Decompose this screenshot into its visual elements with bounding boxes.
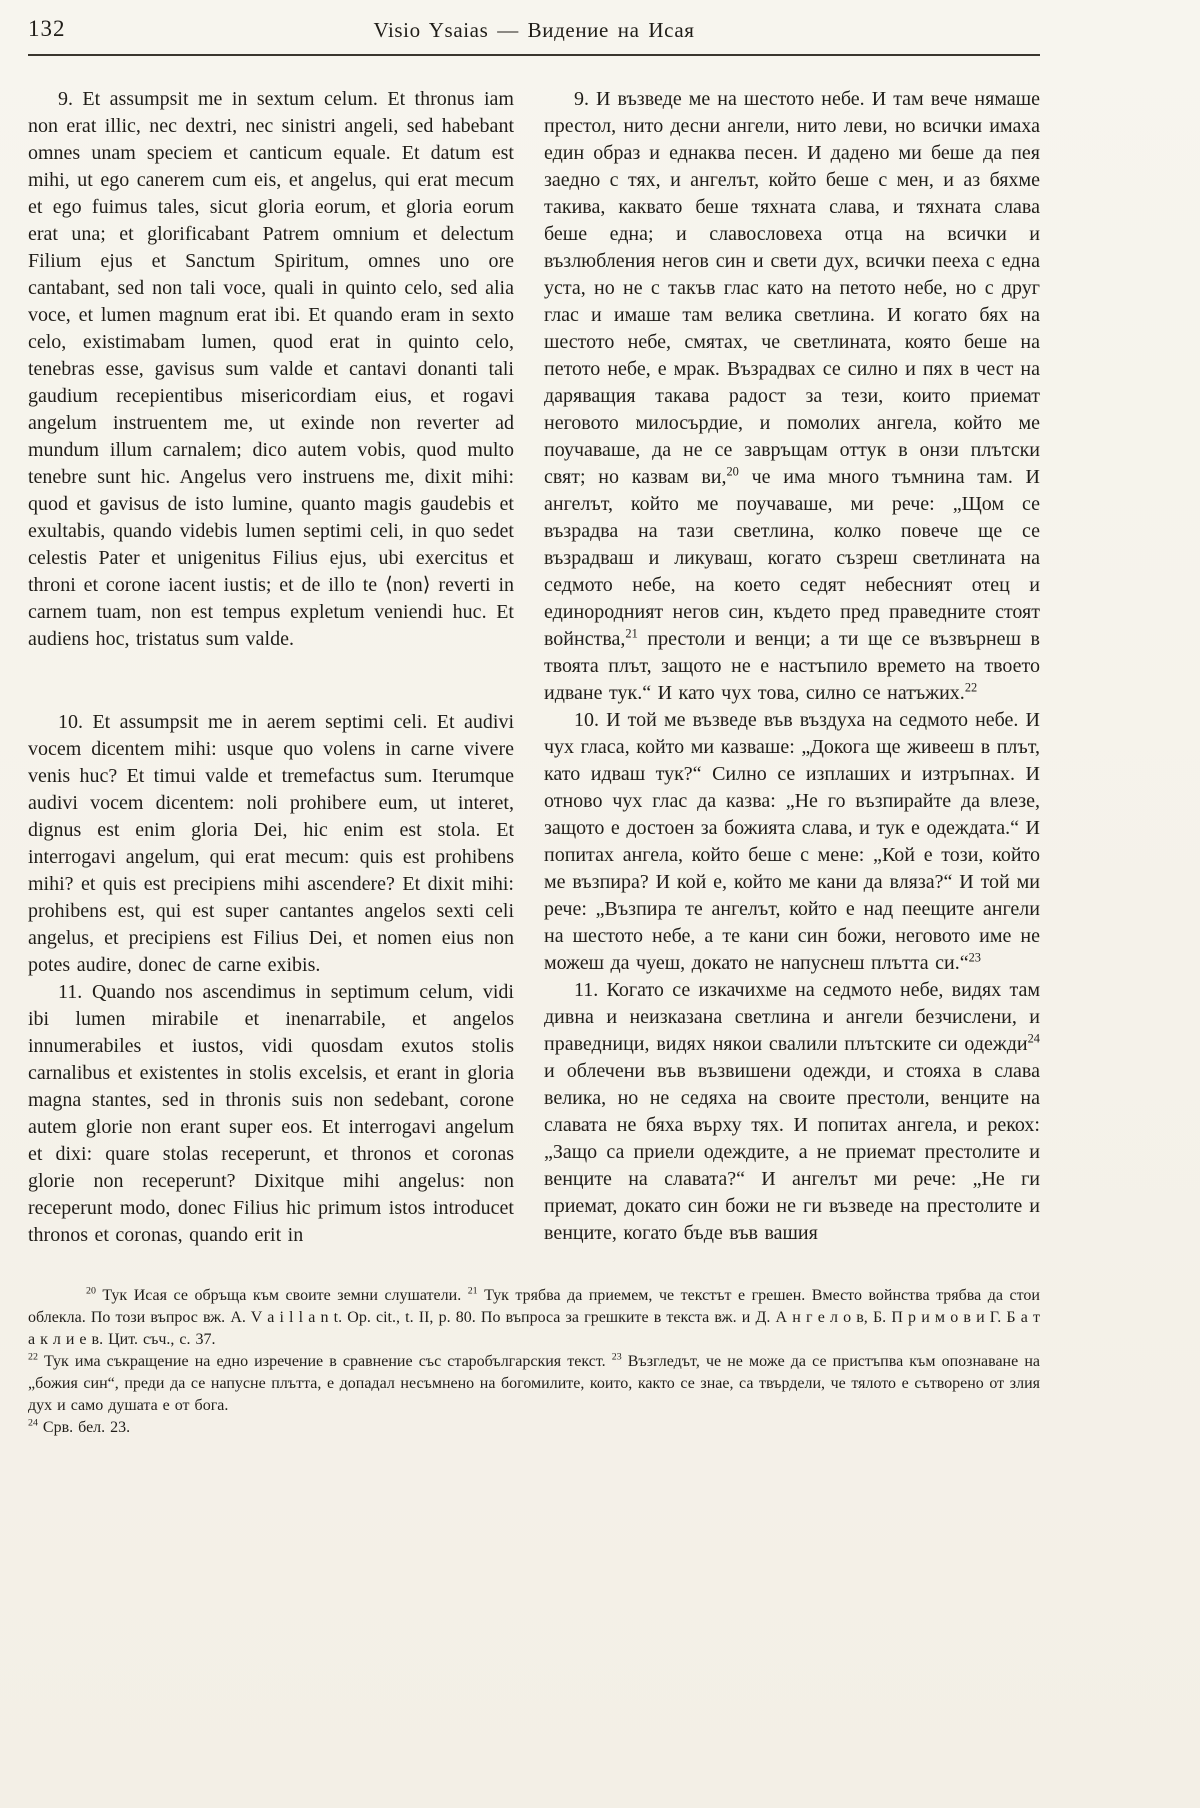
bulgarian-paragraph-9: 9. И възведе ме на шестото небе. И там вече нямаше престол, нито десни ангели, нито леви, но всички имаха един образ и еднаква песен. И дадено ми беше да пея заедно с тях, и ангелът, който беше с мен, и аз бяхме такива, каквато беше тяхната слава, и тяхната слава беше една; и славословеха отца на всички и възлюбления негов син и свети дух, всички пееха с една уста, но не с такъв глас като на петото небе, но с друг глас и имаше там велика светлина. И когато бях на шестото небе, смятах, че светлината, която беше на петото небе, е мрак. Възрадвах се силно и пях в чест на даряващия такава радост за тези, които приемат неговото милосърдие, и помолих ангела, който ме поучаваше, да не се завръщам оттук в онзи плътски свят; но казвам ви,$^{20}$ че има много тъмнина там. И ангелът, който ме поучаваше, ми рече: „Щом се възрадва на тази светлина, колко повече ще се възрадваш и ликуваш, когато съзреш светлината на седмото небе, на което седят небесният отец и единородният негов син, където пред праведните стоят войнства,$^{21}$ престоли и венци; а ти ще се възвърнеш в твоята плът, защото не е настъпило времето на твоето идване тук.“ И като чух това, силно се натъжих.$^{22}$ <box>544 88 1040 704</box>
footnotes-section <box>28 1285 1040 1439</box>
latin-paragraph-11: 11. Quando nos ascendimus in septimum celum, vidi ibi lumen mirabile et inenarrabile, et angelos innumerabiles et iustos, vidi quosdam exutos stolis carnalibus et existentes in stolis excelsis, et erant in gloria magna stantes, sed in thronis suis non sedebant, corone autem glorie non erant super eos. Et interrogavi angelum et dixi: quare stolas receperunt, et thronos et coronas glorie non receperunt? Dixitque mihi angelus: non receperunt modo, donec Filius hic primum istos introducet thronos et coronas, quando erit in <box>28 981 514 1246</box>
page-title: Visio Ysaias — Видение на Исая <box>373 18 695 42</box>
footnote-marker: 23 <box>968 950 981 965</box>
header-rule <box>28 54 1040 56</box>
footnote-marker: 21 <box>467 1285 478 1297</box>
footnote-marker: 24 <box>28 1417 38 1429</box>
latin-paragraph-9: 9. Et assumpsit me in sextum celum. Et thronus iam non erat illic, nec dextri, nec sinistri angeli, sed habebant omnes unam speciem et canticum equale. Et datum est mihi, ut ego canerem cum eis, et angelus, qui erat mecum et ego fuimus tales, sicut gloria eorum, et gloria eorum erat una; et glorificabant Patrem omnium et delectum Filium ejus et Sanctum Spiritum, omnes uno ore cantabant, sed non tali voce, quali in quinto celo, sed alia voce, et lumen magnum erat ibi. Et quando eram in sexto celo, existimabam lumen, quod erat in quinto celo, tenebras esse, gavisus sum valde et cantavi donanti tali gaudium recepientibus misericordiam eius, et rogavi angelum instruentem me, ut exinde non reverter ad mundum illum carnalem; dico autem vobis, quod multo tenebre sunt hic. Angelus vero instruens me, dixit mihi: quod et gavisus de isto lumine, quanto magis gaudebis et exultabis, quando videbis lumen septimi celi, in quo sedet celestis Pater et unigenitus Filius ejus, ubi exercitus et throni et corone iacent iustis; et de illo te ⟨non⟩ reverti in carnem tuam, non est tempus expletum veniendi huc. Et audiens hoc, tristatus sum valde. <box>28 88 514 650</box>
latin-column <box>28 86 514 1249</box>
footnote-24: $^{24}$ Срв. бел. 23. <box>28 1417 131 1436</box>
footnote-20-21: $^{20}$ Тук Исая се обръща към своите земни слушатели. $^{21}$ Тук трябва да приемем, че текстът е грешен. Вместо войнства трябва да стои облекла. По този въпрос вж. A. V a i l l a n t. Op. cit., t. II, p. 80. По въпроса за грешките в текста вж. и Д. А н г е л о в, Б. П р и м о в и Г. Б а т а к л и е в. Цит. съч., с. 37. <box>28 1285 1040 1348</box>
page-number: 132 <box>28 16 66 41</box>
bulgarian-paragraph-11: 11. Когато се изкачихме на седмото небе, видях там дивна и неизказана светлина и ангели безчислени, и праведници, видях някои свалили плътските си одежди$^{24}$ и облечени във възвишени одежди, и стояха в слава велика, но не седяха на своите престоли, венците на славата не бяха върху тях. И попитах ангела, и рекох: „Защо са приели одеждите, а не приемат престолите и венците на славата?“ И ангелът ми рече: „Не ги приемат, докато син божи не ги възведе на престолите и венците, когато бъде във вашия <box>544 979 1040 1244</box>
bulgarian-paragraph-10: 10. И той ме възведе във въздуха на седмото небе. И чух гласа, който ми казваше: „Докога ще живееш в плът, като идваш тук?“ Силно се изплаших и изтръпнах. И отново чух глас да казва: „Не го възпирайте да влезе, защото е достоен за божията слава, и тук е одеждата.“ И попитах ангела, който беше с мене: „Кой е този, който ме възпира? И кой е, който ме кани да вляза?“ И той ми рече: „Възпира те ангелът, който е над пеещите ангели на шестото небе, а те кани син божи, неговото име не можеш да чуеш, докато не напуснеш плътта си.“$^{23}$ <box>544 709 1040 974</box>
footnote-marker: 24 <box>1027 1031 1040 1046</box>
footnote-marker: 21 <box>625 626 638 641</box>
footnote-marker: 22 <box>964 680 978 695</box>
footnote-marker: 23 <box>611 1351 622 1363</box>
text-columns <box>28 86 1040 1249</box>
page-header <box>28 16 1040 48</box>
bulgarian-column <box>544 86 1040 1249</box>
footnote-marker: 20 <box>86 1285 96 1297</box>
footnote-marker: 20 <box>726 464 739 479</box>
footnote-marker: 22 <box>28 1351 38 1363</box>
latin-paragraph-10: 10. Et assumpsit me in aerem septimi celi. Et audivi vocem dicentem mihi: usque quo volens in carne vivere venis huc? Et timui valde et tremefactus sum. Iterumque audivi vocem dicentem: noli prohibere eum, ut interet, dignus est enim gloria Dei, hic enim est stola. Et interrogavi angelum, qui erat mecum: quis est prohibens mihi? et quis est precipiens mihi ascendere? Et dixit mihi: prohibens est, qui est super cantantes angelos sexti celi angelus, et precipiens est Filius Dei, et nomen eius non potes audire, donec de carne exibis. <box>28 711 514 976</box>
footnote-22-23: $^{22}$ Тук има съкращение на едно изречение в сравнение със старобългарския текст. $^{23}$ Възгледът, че не може да се пристъпва към опознаване на „божия син“, преди да се напусне плътта, е допадал несъмнено на богомилите, които, както се знае, са твърдели, че тялото е сътворено от злия дух и само душата е от бога. <box>28 1351 1041 1414</box>
